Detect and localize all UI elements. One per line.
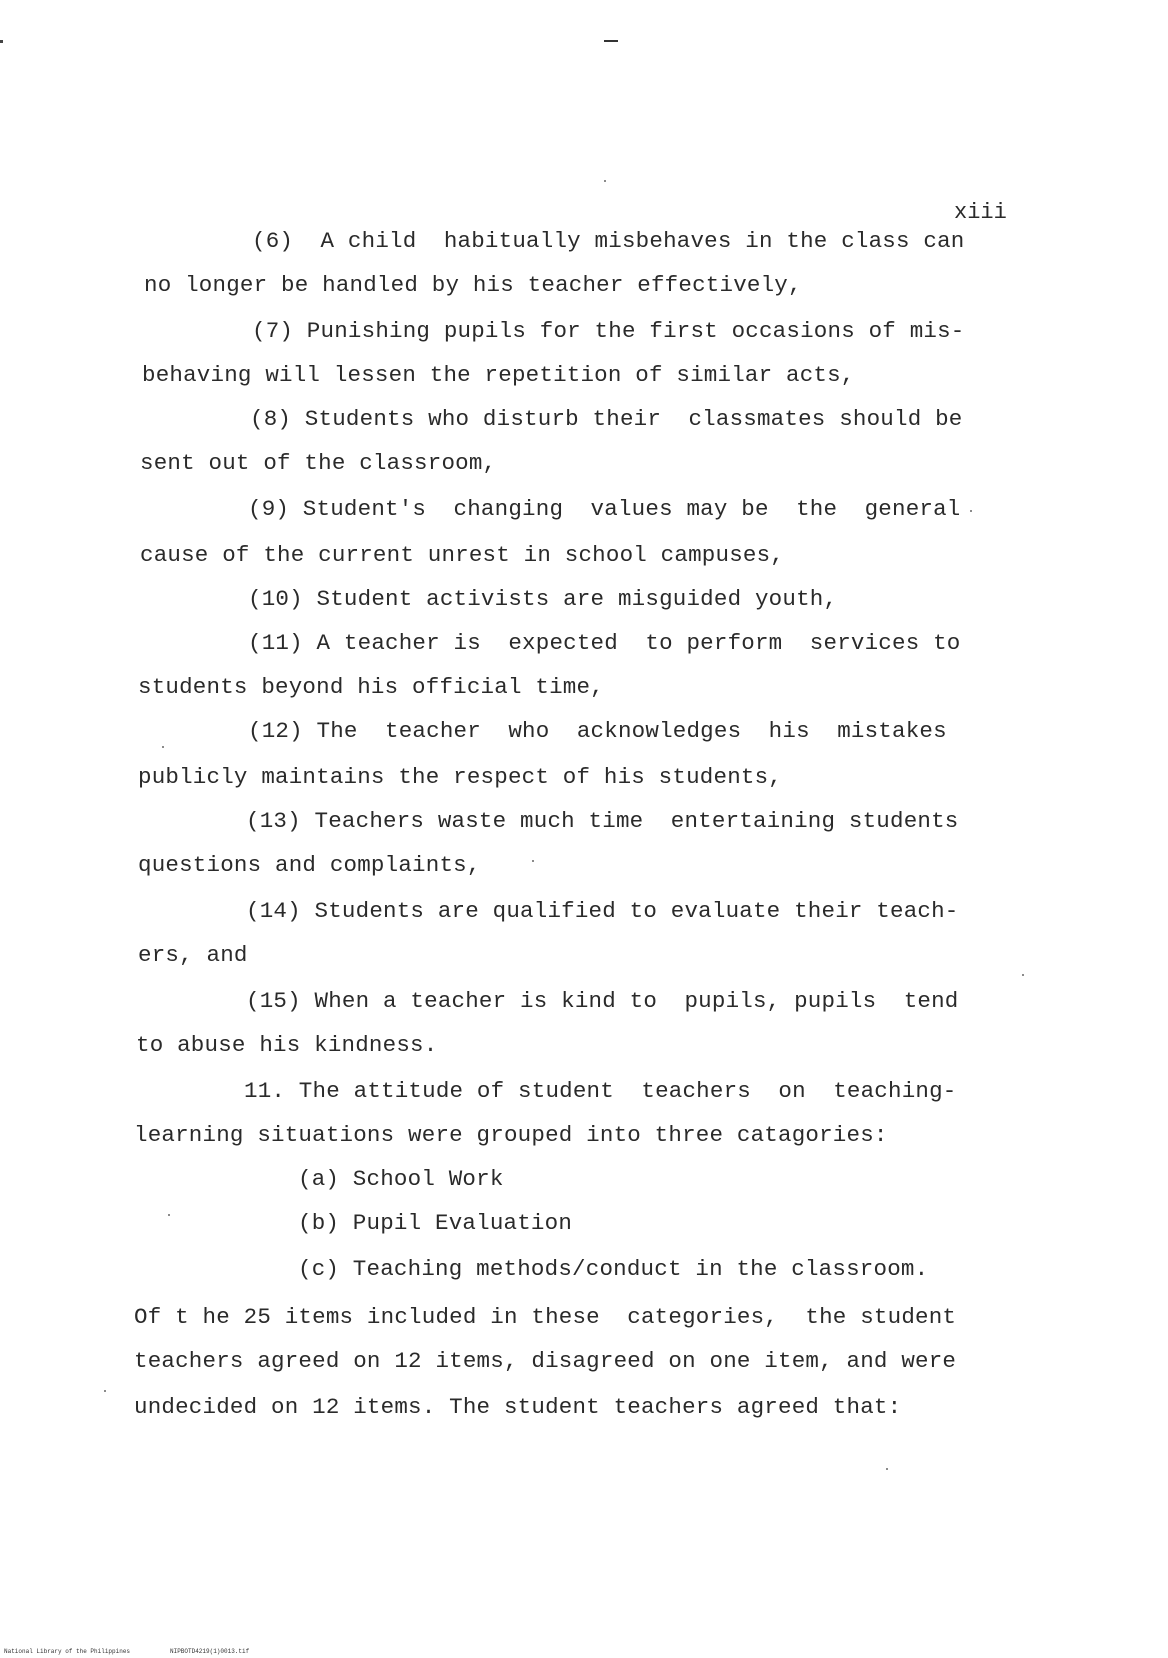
item-8-continuation: sent out of the classroom, [140, 450, 497, 476]
item-9-first-line: (9) Student's changing values may be the general [248, 496, 961, 522]
closing-line-3: undecided on 12 items. The student teachers agreed that: [134, 1394, 902, 1420]
section-11-continuation: learning situations were grouped into three catagories: [134, 1122, 888, 1148]
item-11-first-line: (11) A teacher is expected to perform services to [248, 630, 961, 656]
item-10-line: (10) Student activists are misguided youth, [248, 586, 838, 612]
category-a: (a) School Work [298, 1166, 504, 1192]
scan-speck [970, 510, 972, 512]
scan-speck [162, 746, 164, 748]
item-7-continuation: behaving will lessen the repetition of similar acts, [142, 362, 855, 388]
item-13-continuation: questions and complaints, [138, 852, 481, 878]
item-7-first-line: (7) Punishing pupils for the first occasions of mis- [252, 318, 965, 344]
item-14-continuation: ers, and [138, 942, 248, 968]
scan-speck [104, 1390, 106, 1392]
scan-mark [0, 40, 3, 43]
item-9-continuation: cause of the current unrest in school campuses, [140, 542, 785, 568]
category-c: (c) Teaching methods/conduct in the classroom. [298, 1256, 929, 1282]
top-dash-mark [604, 40, 618, 42]
item-6-continuation: no longer be handled by his teacher effectively, [144, 272, 802, 298]
scan-speck [1022, 974, 1024, 976]
footer-library-name: National Library of the Philippines [4, 1648, 131, 1655]
footer-file-id: NIPBOTD4219(1)0013.tif [170, 1648, 250, 1655]
item-6-first-line: (6) A child habitually misbehaves in the class can [252, 228, 965, 254]
page-number: xiii [954, 200, 1007, 225]
section-11-first-line: 11. The attitude of student teachers on teaching- [244, 1078, 957, 1104]
category-b: (b) Pupil Evaluation [298, 1210, 573, 1236]
item-13-first-line: (13) Teachers waste much time entertaining students [246, 808, 959, 834]
item-15-continuation: to abuse his kindness. [136, 1032, 438, 1058]
scan-speck [886, 1468, 888, 1470]
item-14-first-line: (14) Students are qualified to evaluate their teach- [246, 898, 959, 924]
item-12-first-line: (12) The teacher who acknowledges his mistakes [248, 718, 947, 744]
item-12-continuation: publicly maintains the respect of his students, [138, 764, 783, 790]
item-8-first-line: (8) Students who disturb their classmates should be [250, 406, 963, 432]
scan-speck [532, 860, 534, 862]
scan-speck [168, 1214, 170, 1216]
item-15-first-line: (15) When a teacher is kind to pupils, pupils tend [246, 988, 959, 1014]
closing-line-1: Of t he 25 items included in these categories, the student [134, 1304, 957, 1330]
scan-speck [604, 180, 606, 182]
item-11-continuation: students beyond his official time, [138, 674, 604, 700]
closing-line-2: teachers agreed on 12 items, disagreed on one item, and were [134, 1348, 957, 1374]
